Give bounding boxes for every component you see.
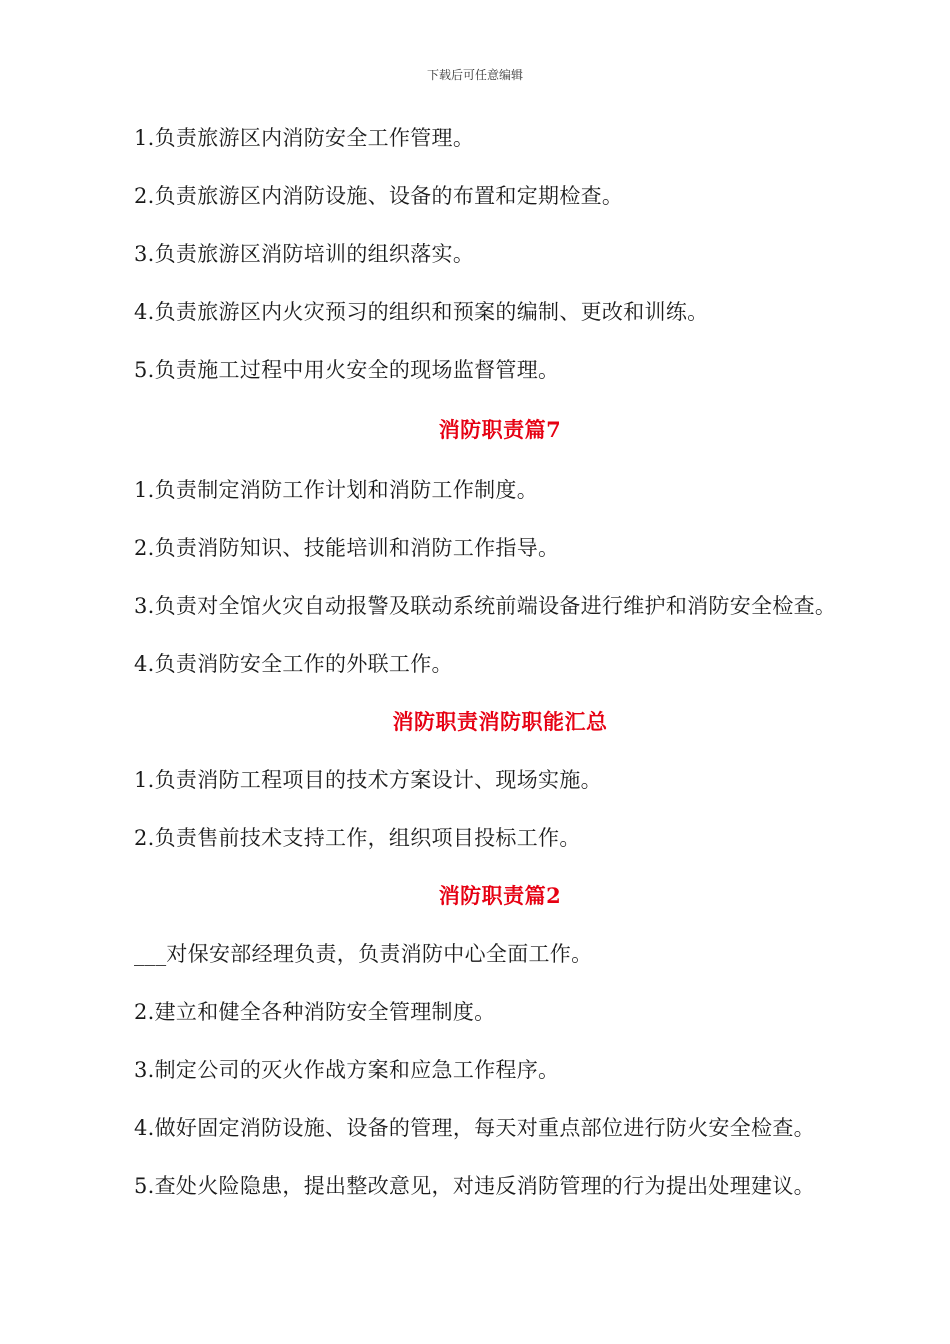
list-item: 4.负责消防安全工作的外联工作。 [134,652,453,676]
list-item: 2.建立和健全各种消防安全管理制度。 [134,1000,496,1024]
list-item: 2.负责旅游区内消防设施、设备的布置和定期检查。 [134,184,624,208]
list-item: 5.查处火险隐患，提出整改意见，对违反消防管理的行为提出处理建议。 [134,1174,815,1198]
list-item: 3.负责对全馆火灾自动报警及联动系统前端设备进行维护和消防安全检查。 [134,594,837,618]
list-item: 5.负责施工过程中用火安全的现场监督管理。 [134,358,560,382]
list-item: 3.负责旅游区消防培训的组织落实。 [134,242,475,266]
list-item: 2.负责消防知识、技能培训和消防工作指导。 [134,536,560,560]
list-item: 1.负责消防工程项目的技术方案设计、现场实施。 [134,768,602,792]
list-item: 4.负责旅游区内火灾预习的组织和预案的编制、更改和训练。 [134,300,709,324]
section-heading: 消防职责篇7 [438,417,562,442]
section-heading: 消防职责消防职能汇总 [392,709,608,734]
list-item: 4.做好固定消防设施、设备的管理，每天对重点部位进行防火安全检查。 [134,1116,815,1140]
list-item: 3.制定公司的灭火作战方案和应急工作程序。 [134,1058,560,1082]
section-heading: 消防职责篇2 [438,883,562,908]
page-header-note: 下载后可任意编辑 [426,68,523,82]
list-item: 1.负责制定消防工作计划和消防工作制度。 [134,478,539,502]
list-item: ___对保安部经理负责，负责消防中心全面工作。 [134,942,593,966]
list-item: 1.负责旅游区内消防安全工作管理。 [134,126,475,150]
list-item: 2.负责售前技术支持工作，组织项目投标工作。 [134,826,581,850]
